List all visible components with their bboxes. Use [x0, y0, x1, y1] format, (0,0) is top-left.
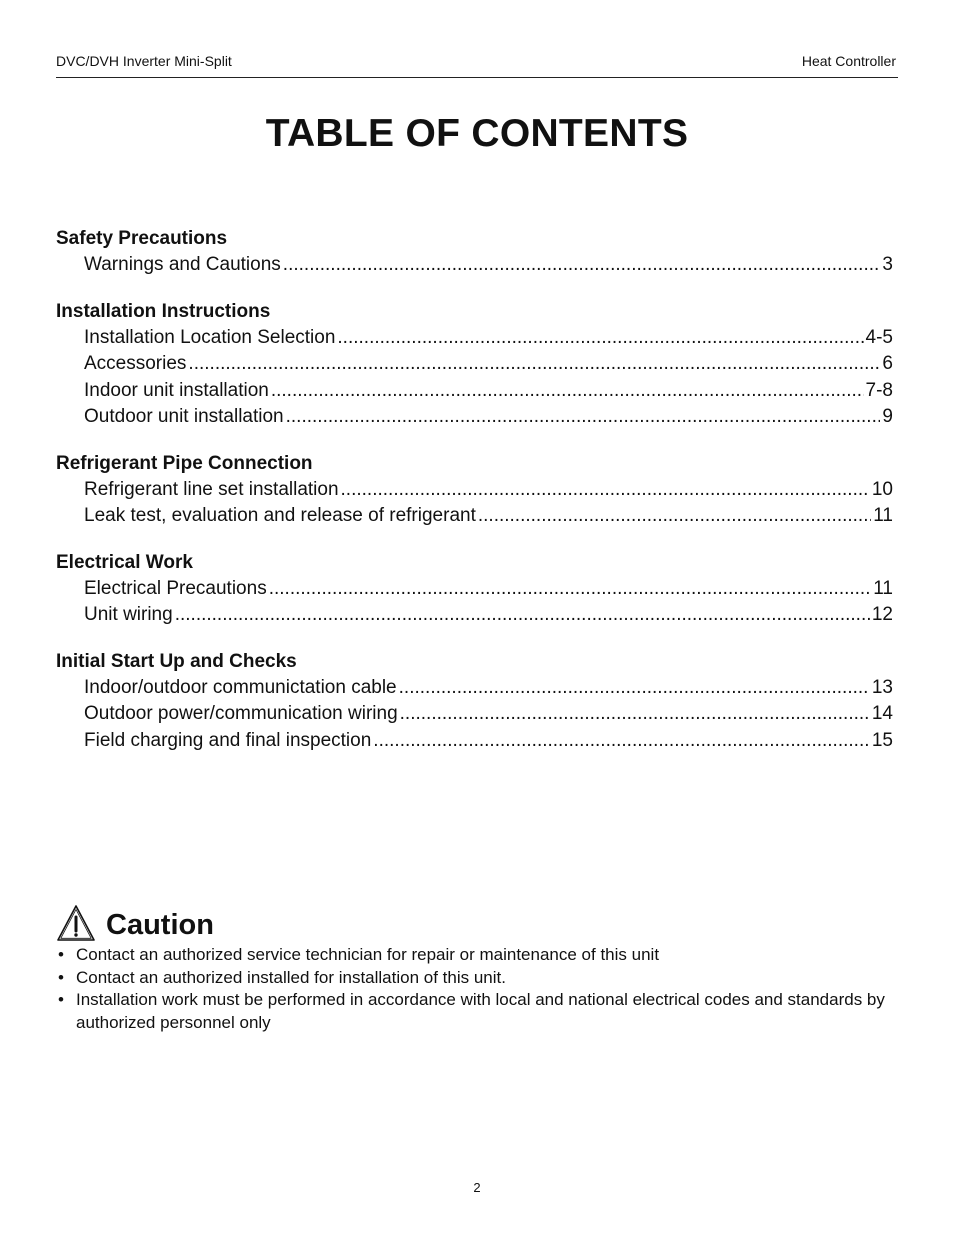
toc-section-safety [56, 226, 893, 279]
toc-entry [56, 325, 893, 352]
toc-entry [56, 602, 893, 629]
toc-entry-page: 14 [871, 703, 893, 724]
toc-section-installation [56, 299, 893, 431]
toc-section-title: Initial Start Up and Checks [56, 650, 297, 672]
toc-entry-page: 10 [871, 478, 893, 500]
page-title: TABLE OF CONTENTS [265, 112, 689, 155]
toc-entry-label: Indoor/outdoor communictation cable [84, 676, 397, 698]
caution-heading [56, 900, 898, 942]
toc-entry-label: Refrigerant line set installation [84, 478, 339, 500]
toc-entry [56, 378, 893, 405]
page-number: 2 [473, 1180, 481, 1195]
toc-entry-label: Accessories [84, 353, 187, 374]
toc-section-title: Refrigerant Pipe Connection [56, 452, 313, 474]
table-of-contents [56, 226, 893, 774]
toc-entry-label: Unit wiring [84, 604, 173, 625]
caution-block [56, 900, 898, 1034]
toc-leader-dots [478, 503, 871, 530]
toc-entry [56, 404, 893, 431]
toc-leader-dots [400, 701, 870, 728]
toc-entry-label: Outdoor power/communication wiring [84, 703, 398, 724]
toc-entry [56, 252, 893, 279]
caution-item: • Contact an authorized installed for installation of this unit. [56, 967, 898, 990]
toc-section-electrical [56, 550, 893, 629]
toc-entry [56, 477, 893, 504]
toc-section-title: Electrical Work [56, 551, 193, 573]
toc-leader-dots [286, 404, 881, 431]
toc-entry-label: Installation Location Selection [84, 326, 336, 348]
caution-item: • Installation work must be performed in accordance with local and national electrical codes and standards by authorized personnel only [56, 989, 898, 1034]
toc-entry-page: 3 [882, 254, 893, 275]
toc-entry-label: Outdoor unit installation [84, 406, 284, 427]
header-company-name: Heat Controller [801, 53, 896, 69]
toc-leader-dots [373, 728, 870, 755]
toc-entry-label: Electrical Precautions [84, 577, 267, 599]
toc-entry-page: 11 [873, 505, 893, 526]
toc-entry-page: 12 [871, 604, 893, 625]
warning-triangle-icon [56, 904, 96, 942]
toc-entry [56, 576, 893, 603]
toc-entry [56, 728, 893, 755]
toc-entry-label: Warnings and Cautions [84, 254, 281, 275]
toc-entry-label: Leak test, evaluation and release of refrigerant [84, 505, 476, 526]
toc-entry [56, 675, 893, 702]
toc-section-refrigerant [56, 451, 893, 530]
toc-entry-label: Field charging and final inspection [84, 729, 372, 751]
toc-leader-dots [188, 351, 880, 378]
toc-entry-page: 11 [873, 577, 893, 599]
toc-leader-dots [341, 477, 870, 504]
toc-entry-page: 6 [882, 353, 893, 374]
caution-item: • Contact an authorized service technician for repair or maintenance of this unit [56, 944, 898, 967]
toc-entry-page: 15 [871, 729, 893, 751]
toc-leader-dots [269, 576, 872, 603]
toc-leader-dots [271, 378, 864, 405]
toc-entry-page: 13 [871, 676, 893, 698]
toc-entry-page: 4-5 [865, 326, 893, 348]
header-document-title: DVC/DVH Inverter Mini-Split [56, 53, 232, 69]
toc-entry [56, 701, 893, 728]
toc-leader-dots [175, 602, 870, 629]
page-header [56, 53, 898, 78]
caution-list [56, 944, 898, 1034]
toc-entry-label: Indoor unit installation [84, 379, 269, 401]
caution-title: Caution [106, 909, 214, 941]
toc-section-title: Installation Instructions [56, 300, 271, 322]
toc-leader-dots [337, 325, 863, 352]
toc-entry-page: 7-8 [865, 379, 893, 401]
toc-entry [56, 351, 893, 378]
toc-leader-dots [283, 252, 881, 279]
toc-entry [56, 503, 893, 530]
toc-entry-page: 9 [882, 406, 893, 427]
toc-section-startup [56, 649, 893, 755]
toc-leader-dots [399, 675, 870, 702]
toc-section-title: Safety Precautions [56, 228, 228, 249]
